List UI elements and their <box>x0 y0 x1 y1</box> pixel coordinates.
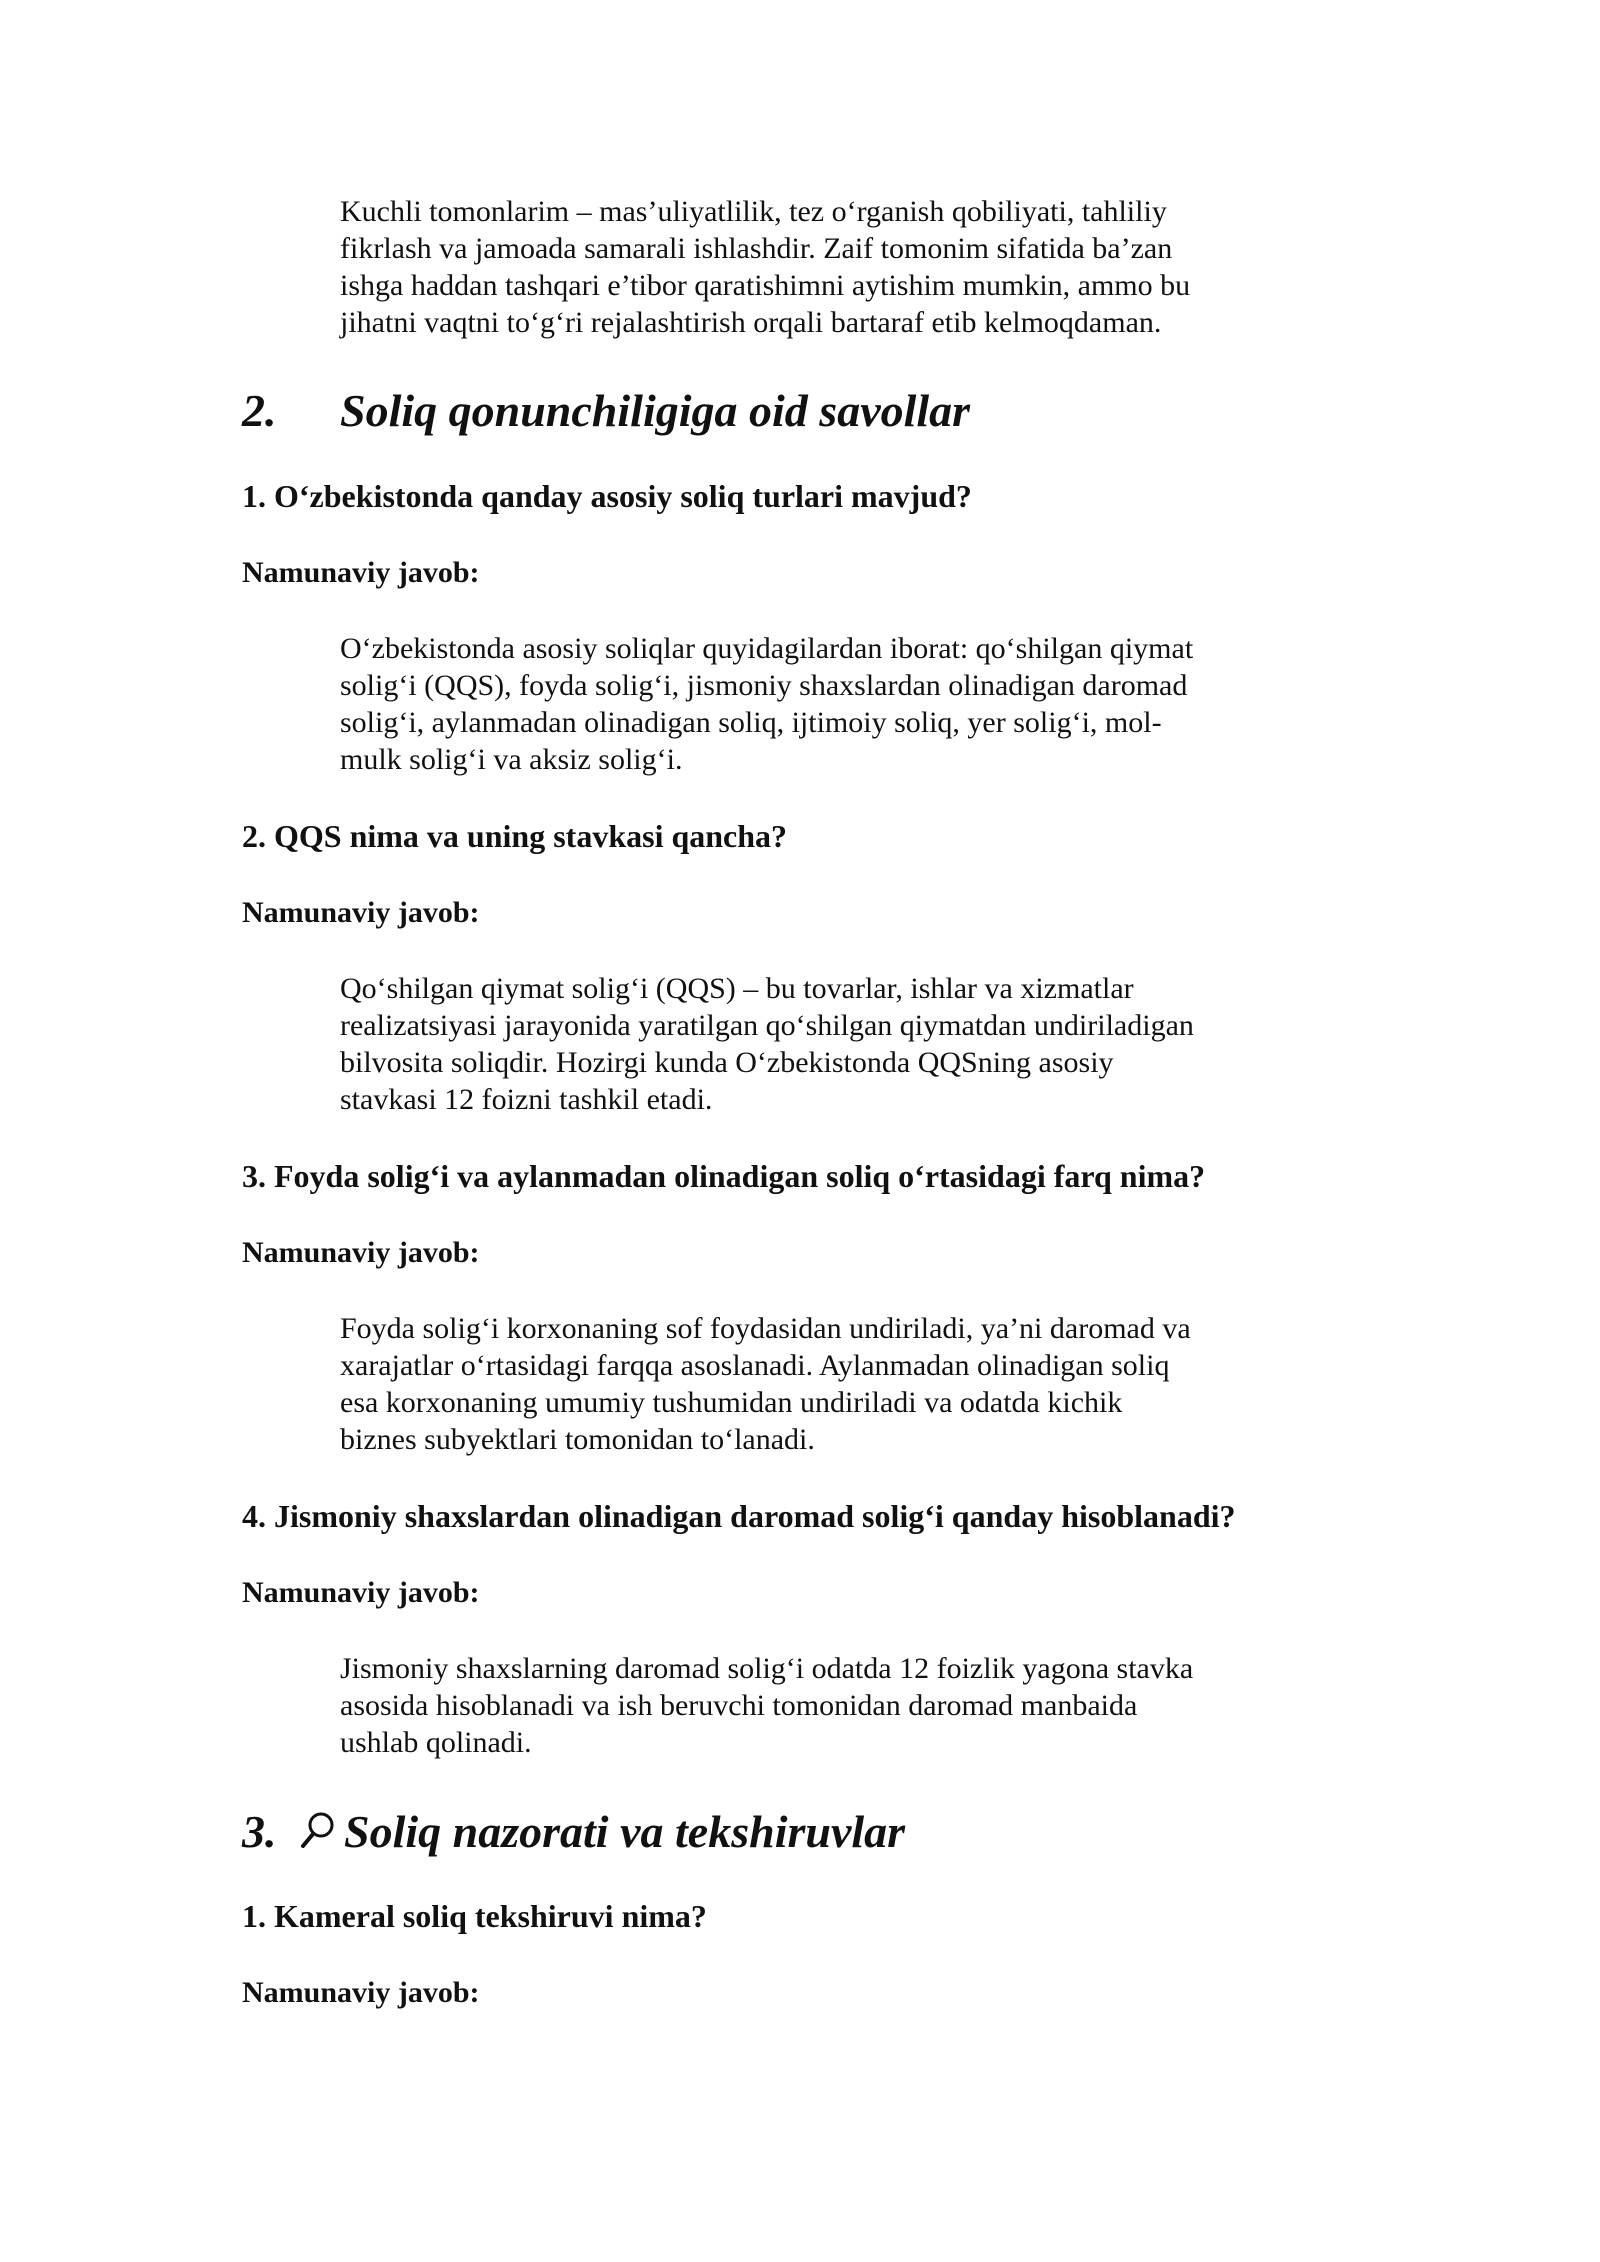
intro-line: Kuchli tomonlarim – mas’uliyatlilik, tez o‘rganish qobiliyati, tahliliy <box>340 195 1167 228</box>
answer-line: Jismoniy shaxslarning daromad solig‘i odatda 12 foizlik yagona stavka <box>340 1652 1194 1685</box>
answer-line: stavkasi 12 foizni tashkil etadi. <box>340 1083 713 1116</box>
intro-paragraph <box>340 193 1290 341</box>
answer-line: O‘zbekistonda asosiy soliqlar quyidagilardan iborat: qo‘shilgan qiymat <box>340 632 1194 665</box>
magnifier-icon <box>298 1808 340 1850</box>
answer-line: xarajatlar o‘rtasidagi farqqa asoslanadi. Aylanmadan olinadigan soliq <box>340 1349 1170 1382</box>
section-number: 2. <box>242 385 277 436</box>
answer-line: solig‘i (QQS), foyda solig‘i, jismoniy shaxslardan olinadigan daromad <box>340 669 1188 702</box>
answer-paragraph <box>340 970 1290 1118</box>
answer-line: mulk solig‘i va aksiz solig‘i. <box>340 743 683 776</box>
answer-line: biznes subyektlari tomonidan to‘lanadi. <box>340 1423 815 1456</box>
answer-line: esa korxonaning umumiy tushumidan undiriladi va odatda kichik <box>340 1386 1123 1419</box>
answer-line: realizatsiyasi jarayonida yaratilgan qo‘shilgan qiymatdan undiriladigan <box>340 1009 1194 1042</box>
answer-line: Qo‘shilgan qiymat solig‘i (QQS) – bu tovarlar, ishlar va xizmatlar <box>340 972 1134 1005</box>
answer-line: ushlab qolinadi. <box>340 1726 532 1759</box>
question-heading: 4. Jismoniy shaxslardan olinadigan daromad solig‘i qanday hisoblanadi? <box>242 1498 1236 1534</box>
answer-paragraph <box>340 1650 1290 1761</box>
question-heading: 1. O‘zbekistonda qanday asosiy soliq turlari mavjud? <box>242 478 972 514</box>
intro-line: jihatni vaqtni to‘g‘ri rejalashtirish orqali bartaraf etib kelmoqdaman. <box>340 306 1162 339</box>
question-heading: 1. Kameral soliq tekshiruvi nima? <box>242 1898 707 1934</box>
section-2-heading <box>242 383 970 439</box>
intro-line: ishga haddan tashqari e’tibor qaratishimni aytishim mumkin, ammo bu <box>340 269 1191 302</box>
answer-line: bilvosita soliqdir. Hozirgi kunda O‘zbekistonda QQSning asosiy <box>340 1046 1114 1079</box>
answer-line: Foyda solig‘i korxonaning sof foydasidan undiriladi, ya’ni daromad va <box>340 1312 1191 1345</box>
section-number: 3. <box>242 1806 277 1857</box>
section-title: Soliq qonunchiligiga oid savollar <box>340 385 971 436</box>
answer-line: asosida hisoblanadi va ish beruvchi tomonidan daromad manbaida <box>340 1689 1138 1722</box>
intro-line: fikrlash va jamoada samarali ishlashdir. Zaif tomonim sifatida ba’zan <box>340 232 1173 265</box>
answer-paragraph <box>340 630 1290 778</box>
answer-label: Namunaviy javob: <box>242 1576 480 1609</box>
answer-line: solig‘i, aylanmadan olinadigan soliq, ijtimoiy soliq, yer solig‘i, mol- <box>340 706 1162 739</box>
answer-label: Namunaviy javob: <box>242 1236 480 1269</box>
answer-paragraph <box>340 1310 1290 1458</box>
answer-label: Namunaviy javob: <box>242 556 480 589</box>
section-title: Soliq nazorati va tekshiruvlar <box>344 1806 906 1857</box>
answer-label: Namunaviy javob: <box>242 896 480 929</box>
question-heading: 2. QQS nima va uning stavkasi qancha? <box>242 818 788 854</box>
question-heading: 3. Foyda solig‘i va aylanmadan olinadigan soliq o‘rtasidagi farq nima? <box>242 1158 1206 1194</box>
answer-label: Namunaviy javob: <box>242 1976 480 2009</box>
section-3-heading <box>242 1804 905 1860</box>
